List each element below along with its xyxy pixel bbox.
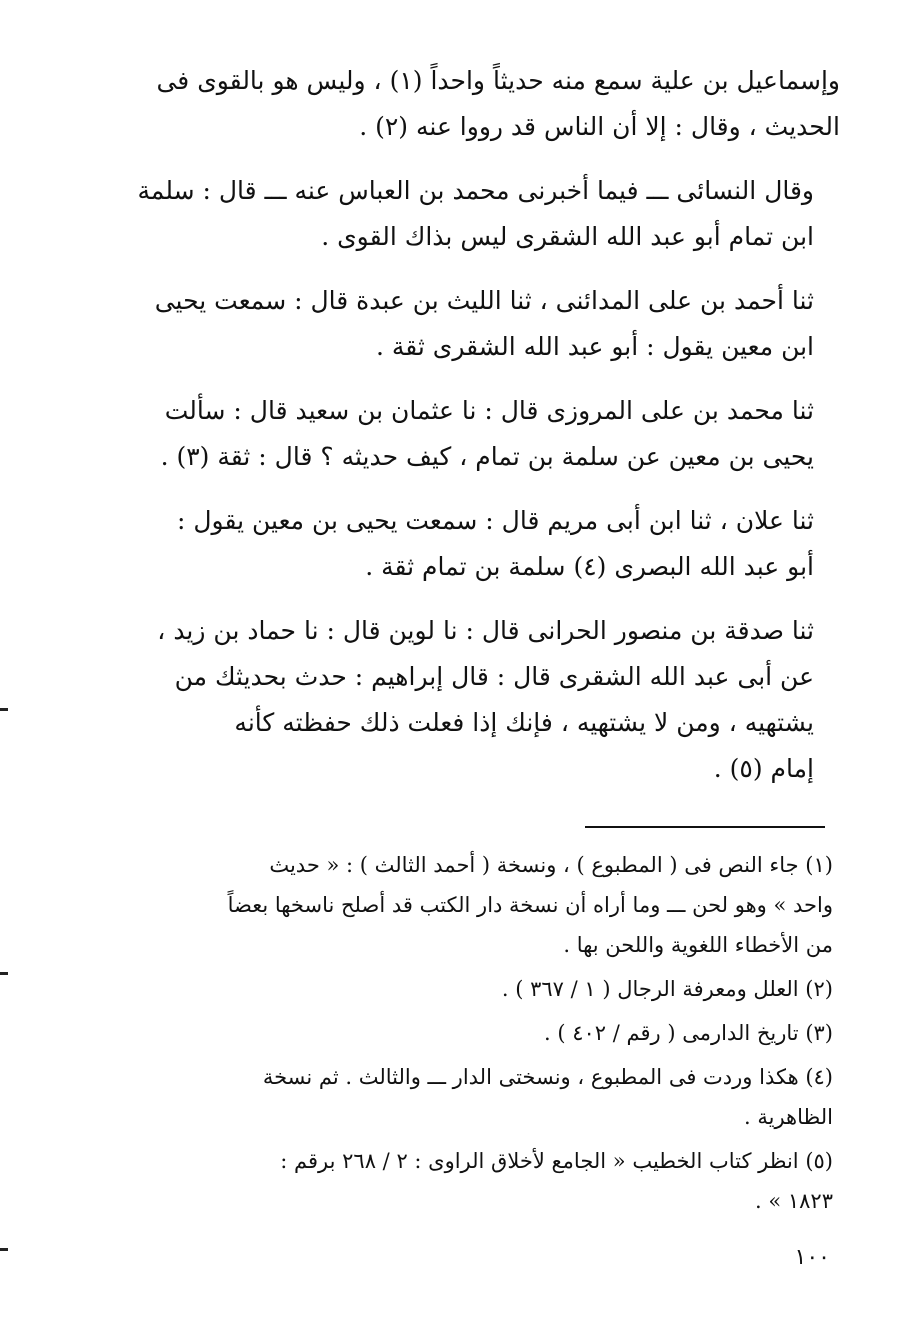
line: واحد » وهو لحن ـــ وما أراه أن نسخة دار الكتب قد أصلح ناسخها بعضاً xyxy=(227,893,833,917)
paragraph-2 xyxy=(110,168,840,260)
line: ثنا علان ، ثنا ابن أبى مريم قال : سمعت يحيى بن معين يقول : xyxy=(177,506,814,535)
line: إمام (٥) . xyxy=(713,754,814,783)
paragraph-6 xyxy=(110,608,840,792)
paragraph-1 xyxy=(110,58,840,150)
line: أبو عبد الله البصرى (٤) سلمة بن تمام ثقة . xyxy=(365,552,814,581)
line: عن أبى عبد الله الشقرى قال : قال إبراهيم : حدث بحديثك من xyxy=(174,662,814,691)
line: ثنا محمد بن على المروزى قال : نا عثمان بن سعيد قال : سألت xyxy=(164,396,814,425)
line: وقال النسائى ـــ فيما أخبرنى محمد بن العباس عنه ـــ قال : سلمة xyxy=(137,176,814,205)
page-number: ١٠٠ xyxy=(794,1245,830,1270)
line: ابن تمام أبو عبد الله الشقرى ليس بذاك القوى . xyxy=(321,222,814,251)
scan-edge-mark xyxy=(0,708,8,711)
line: ١٨٢٣ » . xyxy=(755,1189,833,1213)
line: (٥) انظر كتاب الخطيب « الجامع لأخلاق الراوى : ٢ / ٢٦٨ برقم : xyxy=(280,1149,833,1173)
line: الظاهرية . xyxy=(744,1105,833,1129)
line: (٣) تاريخ الدارمى ( رقم / ٤٠٢ ) . xyxy=(544,1021,833,1045)
scan-edge-mark xyxy=(0,1248,8,1251)
footnote-1 xyxy=(128,845,833,965)
footnote-separator xyxy=(585,826,825,828)
paragraph-3 xyxy=(110,278,840,370)
line: ثنا صدقة بن منصور الحرانى قال : نا لوين قال : نا حماد بن زيد ، xyxy=(157,616,814,645)
line: ثنا أحمد بن على المدائنى ، ثنا الليث بن عبدة قال : سمعت يحيى xyxy=(154,286,814,315)
footnote-3 xyxy=(128,1013,833,1053)
line: ابن معين يقول : أبو عبد الله الشقرى ثقة . xyxy=(375,332,814,361)
footnote-4 xyxy=(128,1057,833,1137)
line: يحيى بن معين عن سلمة بن تمام ، كيف حديثه ؟ قال : ثقة (٣) . xyxy=(160,442,814,471)
footnote-2 xyxy=(128,969,833,1009)
line: (٢) العلل ومعرفة الرجال ( ١ / ٣٦٧ ) . xyxy=(501,977,833,1001)
scan-edge-mark xyxy=(0,972,8,975)
line: الحديث ، وقال : إلا أن الناس قد رووا عنه (٢) . xyxy=(359,112,840,141)
line: يشتهيه ، ومن لا يشتهيه ، فإنك إذا فعلت ذلك حفظته كأنه xyxy=(234,708,814,737)
footnotes xyxy=(128,845,833,1225)
paragraph-4 xyxy=(110,388,840,480)
line: وإسماعيل بن علية سمع منه حديثاً واحداً (١) ، وليس هو بالقوى فى xyxy=(156,66,840,95)
line: (١) جاء النص فى ( المطبوع ) ، ونسخة ( أحمد الثالث ) : « حديث xyxy=(269,853,833,877)
line: (٤) هكذا وردت فى المطبوع ، ونسختى الدار ـــ والثالث . ثم نسخة xyxy=(262,1065,833,1089)
footnote-5 xyxy=(128,1141,833,1221)
paragraph-5 xyxy=(110,498,840,590)
line: من الأخطاء اللغوية واللحن بها . xyxy=(563,933,833,957)
